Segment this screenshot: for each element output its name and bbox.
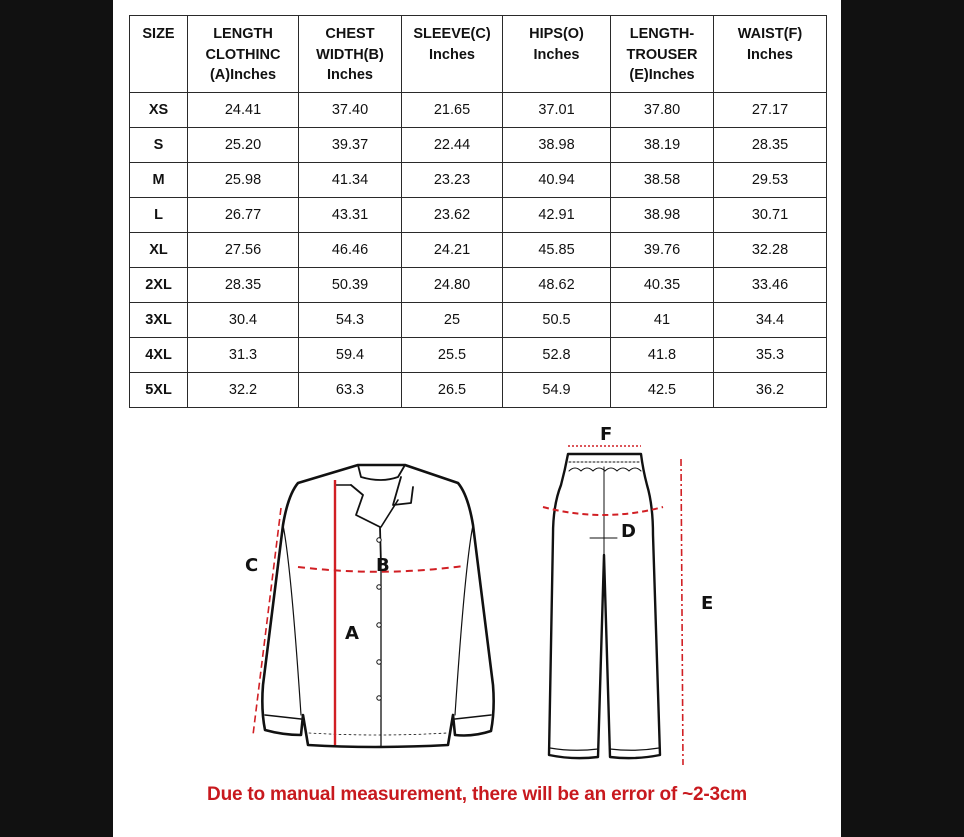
column-header-line: (E)Inches (629, 67, 695, 83)
measurement-cell: 38.19 (611, 128, 714, 163)
measurement-cell: 40.94 (503, 163, 611, 198)
measurement-cell: 35.3 (714, 338, 827, 373)
measurement-cell: 25 (402, 303, 503, 338)
trouser-hips-line (543, 507, 663, 515)
measurement-cell: 28.35 (714, 128, 827, 163)
measurement-cell: 45.85 (503, 233, 611, 268)
measurement-cell: 42.5 (611, 373, 714, 408)
measurement-cell: 25.20 (188, 128, 299, 163)
table-row (130, 93, 827, 128)
column-header-line: TROUSER (626, 46, 698, 63)
measurement-cell: 23.62 (402, 198, 503, 233)
measurement-cell: 37.01 (503, 93, 611, 128)
measurement-cell: 38.98 (503, 128, 611, 163)
table-row (130, 198, 827, 233)
measurement-cell: 30.4 (188, 303, 299, 338)
size-cell: 2XL (130, 268, 188, 303)
measurement-cell: 24.41 (188, 93, 299, 128)
table-row (130, 128, 827, 163)
column-header-line: CHEST (325, 26, 375, 42)
label-c: C (245, 555, 259, 576)
measurement-cell: 29.53 (714, 163, 827, 198)
measurement-cell: 22.44 (402, 128, 503, 163)
label-b: B (376, 555, 390, 576)
size-chart-page (113, 0, 841, 837)
column-header-line: SIZE (142, 26, 175, 42)
measurement-cell: 32.28 (714, 233, 827, 268)
label-e: E (701, 593, 714, 614)
measurement-cell: 43.31 (299, 198, 402, 233)
size-cell: M (130, 163, 188, 198)
column-header (188, 16, 299, 93)
measurement-cell: 25.5 (402, 338, 503, 373)
measurement-cell: 46.46 (299, 233, 402, 268)
measurement-cell: 33.46 (714, 268, 827, 303)
table-row (130, 373, 827, 408)
measurement-cell: 27.17 (714, 93, 827, 128)
size-cell: 5XL (130, 373, 188, 408)
measurement-cell: 40.35 (611, 268, 714, 303)
table-row (130, 233, 827, 268)
measurement-cell: 52.8 (503, 338, 611, 373)
size-cell: L (130, 198, 188, 233)
measurement-cell: 37.80 (611, 93, 714, 128)
measurement-cell: 31.3 (188, 338, 299, 373)
measurement-cell: 36.2 (714, 373, 827, 408)
table-row (130, 303, 827, 338)
shirt-sleeve-line (253, 508, 281, 735)
measurement-cell: 54.9 (503, 373, 611, 408)
measurement-cell: 41 (611, 303, 714, 338)
column-header-line: LENGTH- (629, 26, 695, 42)
measurement-cell: 26.77 (188, 198, 299, 233)
column-header-line: CLOTHINC (205, 46, 281, 63)
column-header (402, 16, 503, 93)
column-header (299, 16, 402, 93)
column-header-line: LENGTH (213, 26, 273, 42)
column-header (503, 16, 611, 93)
trouser-illustration (549, 454, 660, 758)
table-row (130, 163, 827, 198)
column-header-line: HIPS(O) (529, 26, 584, 42)
size-cell: 3XL (130, 303, 188, 338)
column-header-line: Inches (533, 46, 580, 63)
garment-diagram (113, 415, 841, 780)
column-header-line: Inches (429, 46, 475, 63)
measurement-cell: 50.5 (503, 303, 611, 338)
column-header-line: SLEEVE(C) (413, 26, 491, 42)
label-d: D (621, 521, 636, 542)
measurement-cell: 38.58 (611, 163, 714, 198)
measurement-cell: 41.8 (611, 338, 714, 373)
measurement-cell: 24.80 (402, 268, 503, 303)
measurement-cell: 37.40 (299, 93, 402, 128)
measurement-cell: 54.3 (299, 303, 402, 338)
column-header-line: WIDTH(B) (316, 46, 384, 63)
column-header (714, 16, 827, 93)
size-cell: XL (130, 233, 188, 268)
column-header-line: (A)Inches (209, 67, 277, 83)
measurement-cell: 59.4 (299, 338, 402, 373)
label-a: A (345, 623, 359, 644)
table-header-row (130, 16, 827, 93)
measurement-cell: 63.3 (299, 373, 402, 408)
label-f: F (600, 424, 613, 445)
column-header (611, 16, 714, 93)
measurement-cell: 24.21 (402, 233, 503, 268)
size-chart-table (129, 15, 827, 408)
measurement-cell: 48.62 (503, 268, 611, 303)
measurement-cell: 34.4 (714, 303, 827, 338)
measurement-cell: 27.56 (188, 233, 299, 268)
table-row (130, 338, 827, 373)
measurement-cell: 42.91 (503, 198, 611, 233)
size-cell: S (130, 128, 188, 163)
measurement-cell: 23.23 (402, 163, 503, 198)
size-cell: XS (130, 93, 188, 128)
measurement-cell: 50.39 (299, 268, 402, 303)
trouser-length-line (681, 459, 683, 765)
measurement-cell: 39.37 (299, 128, 402, 163)
measurement-cell: 25.98 (188, 163, 299, 198)
column-header (130, 16, 188, 93)
measurement-cell: 30.71 (714, 198, 827, 233)
shirt-illustration (262, 465, 493, 747)
measurement-error-note: Due to manual measurement, there will be an error of ~2-3cm (207, 784, 747, 805)
table-row (130, 268, 827, 303)
measurement-cell: 28.35 (188, 268, 299, 303)
measurement-cell: 41.34 (299, 163, 402, 198)
measurement-cell: 21.65 (402, 93, 503, 128)
column-header-line: WAIST(F) (737, 26, 803, 42)
measurement-cell: 38.98 (611, 198, 714, 233)
column-header-line: Inches (327, 67, 373, 83)
measurement-cell: 39.76 (611, 233, 714, 268)
measurement-cell: 26.5 (402, 373, 503, 408)
measurement-cell: 32.2 (188, 373, 299, 408)
size-cell: 4XL (130, 338, 188, 373)
column-header-line: Inches (747, 46, 793, 63)
